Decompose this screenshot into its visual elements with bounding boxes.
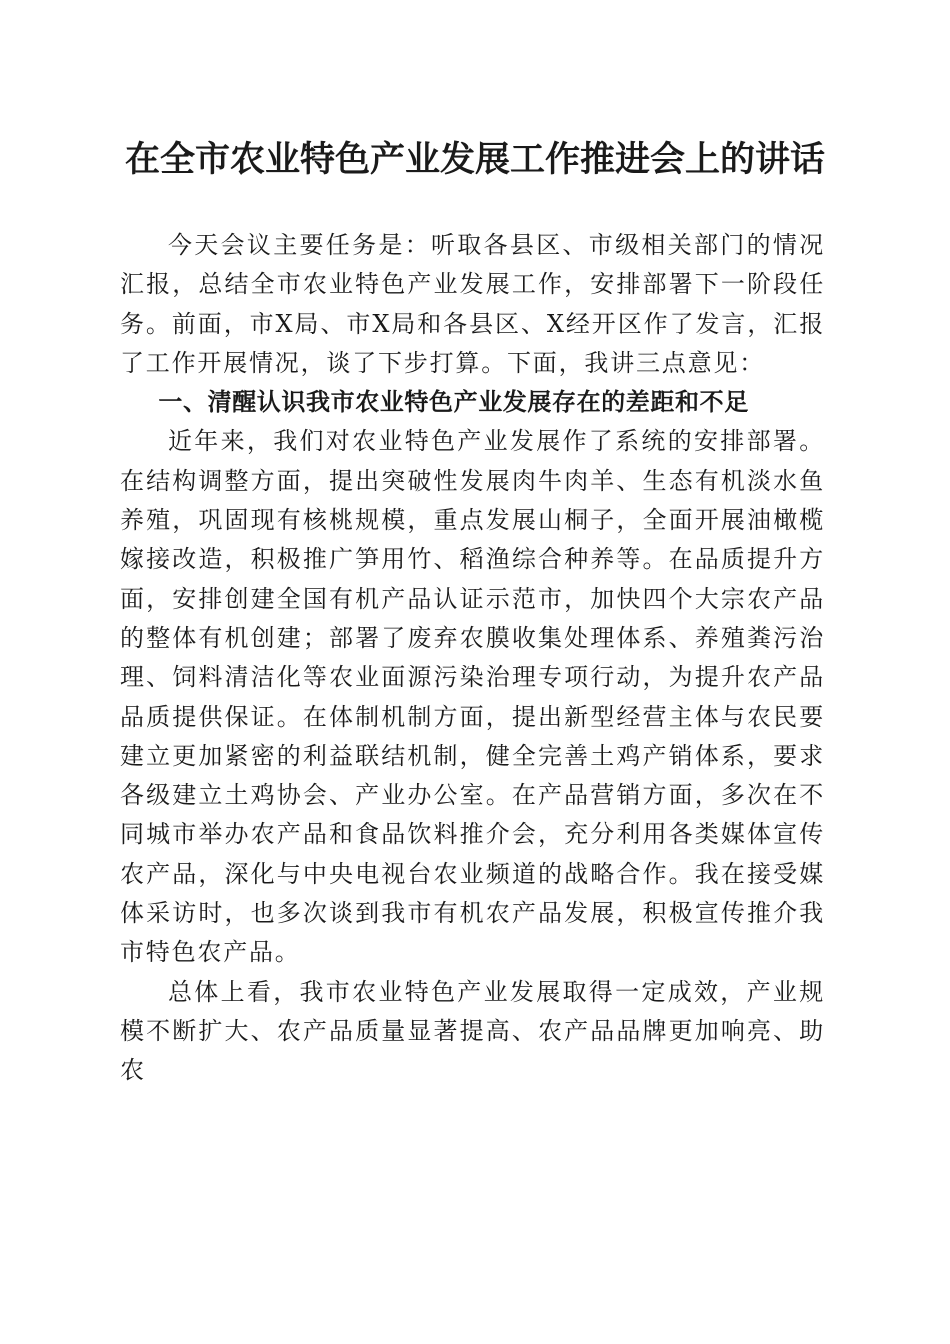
paragraph-1: 近年来，我们对农业特色产业发展作了系统的安排部署。在结构调整方面，提出突破性发展肉牛肉羊、生态有机淡水鱼养殖，巩固现有核桃规模，重点发展山桐子，全面开展油橄榄嫁接改造，积极推广笋用竹、稻渔综合种养等。在品质提升方面，安排创建全国有机产品认证示范市，加快四个大宗农产品的整体有机创建；部署了废弃农膜收集处理体系、养殖粪污治理、饲料清洁化等农业面源污染治理专项行动，为提升农产品品质提供保证。在体制机制方面，提出新型经营主体与农民要建立更加紧密的利益联结机制，健全完善土鸡产销体系，要求各级建立土鸡协会、产业办公室。在产品营销方面，多次在不同城市举办农产品和食品饮料推介会，充分利用各类媒体宣传农产品，深化与中央电视台农业频道的战略合作。我在接受媒体采访时，也多次谈到我市有机农产品发展，积极宣传推介我市特色农产品。	[120, 427, 825, 967]
document-body	[120, 226, 825, 1091]
page-title: 在全市农业特色产业发展工作推进会上的讲话	[124, 139, 825, 180]
section-heading-1: 一、清醒认识我市农业特色产业发展存在的差距和不足	[158, 388, 749, 417]
paragraph-intro: 今天会议主要任务是：听取各县区、市级相关部门的情况汇报，总结全市农业特色产业发展工作，安排部署下一阶段任务。前面，市X局、市X局和各县区、X经开区作了发言，汇报了工作开展情况，谈了下步打算。下面，我讲三点意见：	[120, 231, 825, 377]
paragraph-2: 总体上看，我市农业特色产业发展取得一定成效，产业规模不断扩大、农产品质量显著提高、农产品品牌更加响亮、助农	[120, 977, 825, 1085]
